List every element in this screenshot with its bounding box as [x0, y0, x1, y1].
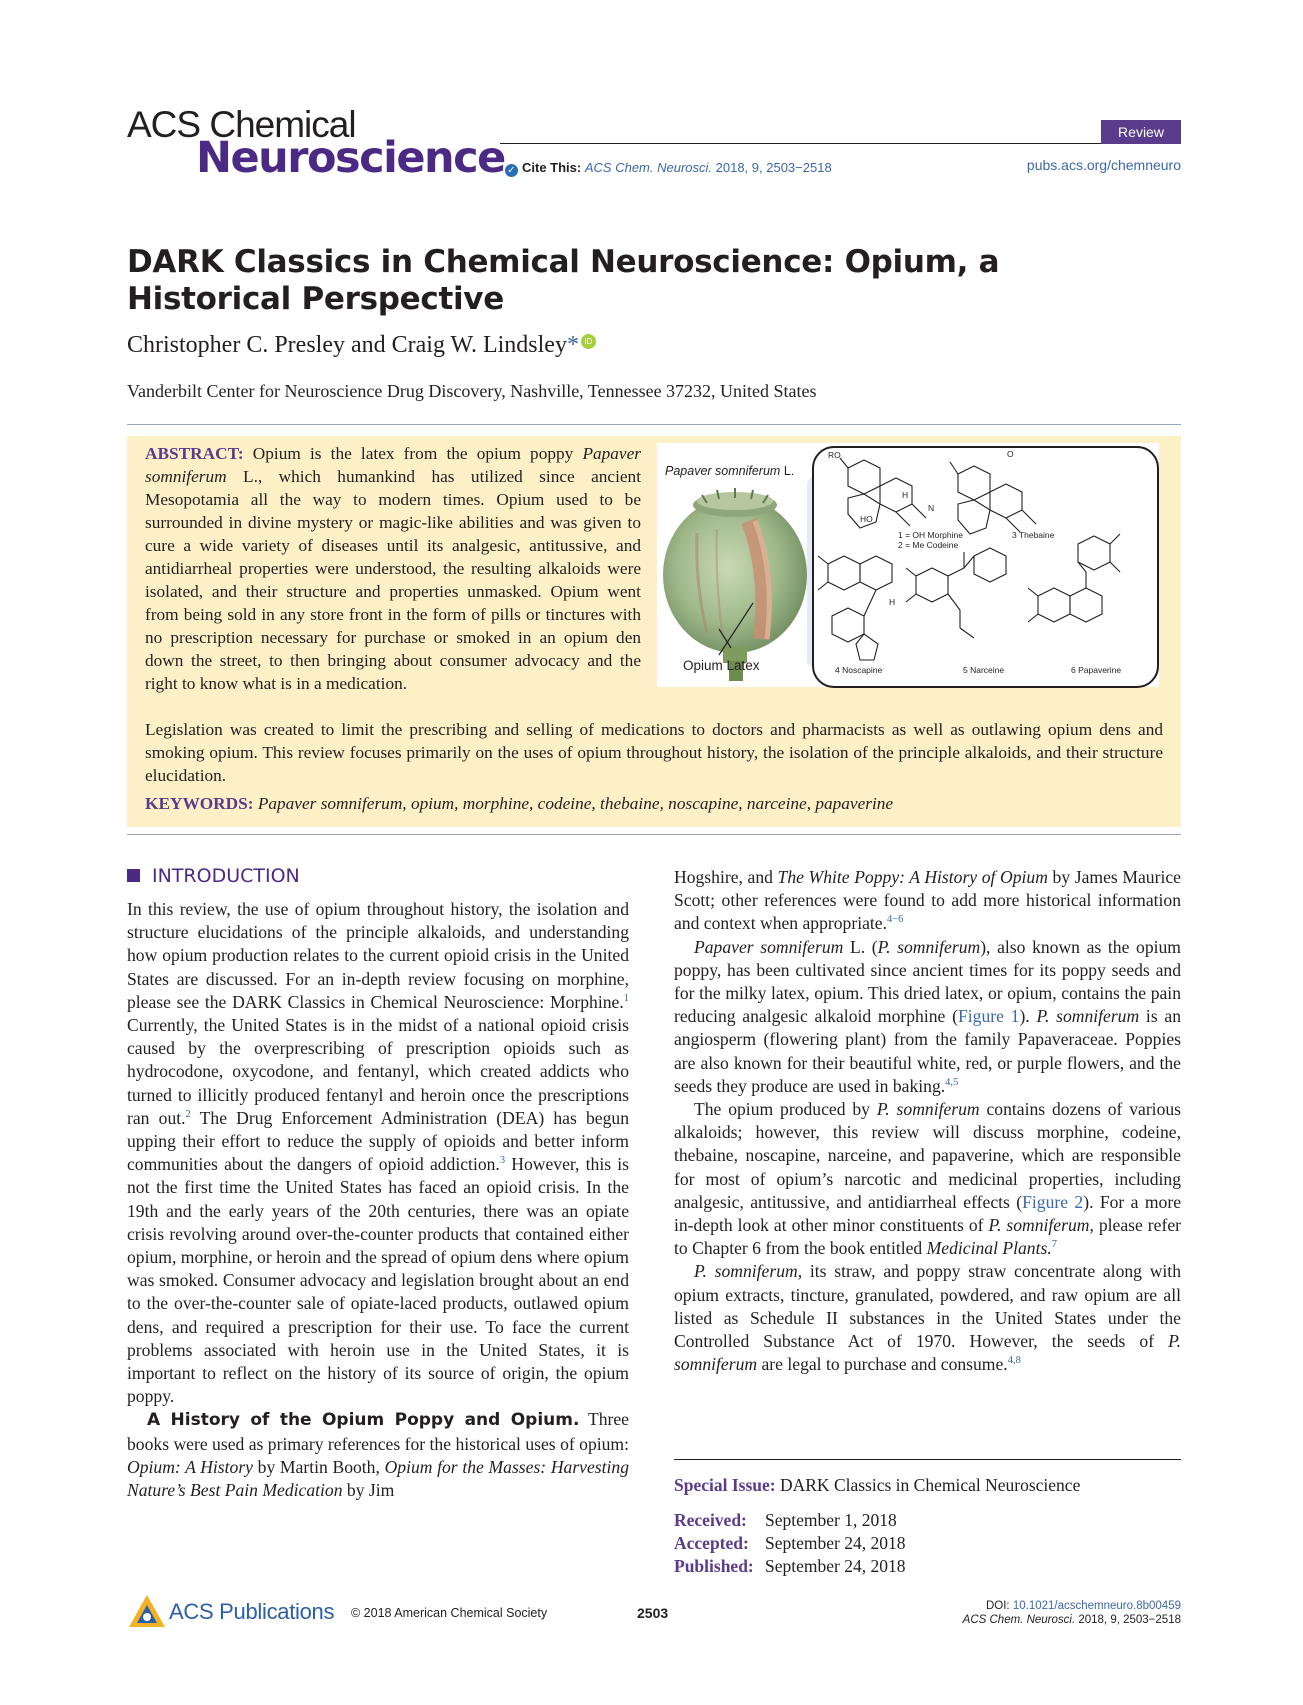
citation-ref[interactable]: 7 — [1051, 1239, 1057, 1251]
compound-1-2-label: 1 = OH Morphine 2 = Me Codeine — [898, 530, 963, 550]
abstract-label: ABSTRACT: — [145, 444, 244, 463]
citation-ref[interactable]: 4,5 — [945, 1076, 959, 1088]
author-names: Christopher C. Presley and Craig W. Lindsley — [127, 332, 567, 358]
latex-label: Opium Latex — [683, 658, 760, 673]
affiliation: Vanderbilt Center for Neuroscience Drug Discovery, Nashville, Tennessee 37232, United States — [127, 381, 817, 401]
copyright: © 2018 American Chemical Society — [351, 1606, 548, 1620]
journal-name-line2: Neuroscience — [196, 133, 505, 183]
body-paragraph: The opium produced by P. somniferum contains dozens of various alkaloids; however, this review will discuss morphine, codeine, thebaine, noscapine, narceine, and papaverine, which are responsible for most of opium’s narcotic and medicinal properties, including analgesic, antitussive, and antidiarrheal effects (Figure 2). For a more in-depth look at other minor constituents of P. somniferum, please refer to Chapter 6 from the book entitled Medicinal Plants.$^7$ — [674, 1099, 1182, 1259]
cite-label: Cite This: — [522, 160, 582, 175]
citation-ref[interactable]: 2 — [185, 1108, 191, 1120]
intro-paragraph-2: A History of the Opium Poppy and Opium. Three books were used as primary references for the historical uses of opium: Opium: A History by Martin Booth, Opium for the Masses: Harvesting Nature’s Best Pain Medication by Jim — [127, 1409, 630, 1501]
accepted-date: Accepted: September 24, 2018 — [674, 1533, 906, 1553]
corresponding-star[interactable]: * — [566, 332, 579, 358]
compound-5-label: 5 Narceine — [963, 665, 1005, 675]
abstract-continued: Legislation was created to limit the prescribing and selling of medications to doctors and pharmacists as well as outlawing opium dens and smoking opium. This review focuses primarily on the uses of opium throughout history, the isolation of the principle alkaloids, and their structure elucidation. — [145, 720, 1163, 785]
citation-ref[interactable]: 3 — [499, 1155, 506, 1167]
journal-name-line1: ACS Chemical — [127, 104, 356, 145]
page-number: 2503 — [637, 1605, 669, 1621]
divider — [127, 834, 1181, 835]
cite-details[interactable]: 2018, 9, 2503−2518 — [715, 160, 832, 175]
atom-label-ho: HO — [860, 514, 873, 524]
atom-label-ro: RO — [828, 450, 841, 460]
subsection-heading: A History of the Opium Poppy and Opium. — [147, 1410, 580, 1431]
divider — [127, 424, 1181, 425]
citation-ref[interactable]: 1 — [623, 992, 629, 1004]
published-date: Published: September 24, 2018 — [674, 1556, 906, 1576]
header-rule — [500, 143, 1181, 144]
cite-this[interactable] — [505, 160, 832, 177]
right-column — [674, 866, 1181, 1376]
atom-label-h: H — [902, 490, 909, 500]
body-paragraph: Hogshire, and The White Poppy: A History of Opium by James Maurice Scott; other references were found to add more historical information and context when appropriate.$^{4-6}$ — [674, 867, 1181, 934]
compound-4-label: 4 Noscapine — [835, 665, 883, 675]
cite-journal[interactable]: ACS Chem. Neurosci. — [584, 160, 713, 175]
received-date: Received: September 1, 2018 — [674, 1510, 897, 1530]
plant-label: Papaver somniferum L. — [665, 464, 795, 478]
special-issue: Special Issue: DARK Classics in Chemical Neuroscience — [674, 1475, 1081, 1495]
abstract-part1: Opium is the latex from the opium poppy — [252, 444, 574, 463]
publisher-name[interactable]: ACS Publications — [169, 1599, 335, 1624]
compound-3-label: 3 Thebaine — [1012, 530, 1055, 540]
doi-link[interactable]: 10.1021/acschemneuro.8b00459 — [1012, 1600, 1181, 1612]
doi-block: DOI: 10.1021/acschemneuro.8b00459 ACS Chem. Neurosci. 2018, 9, 2503−2518 — [962, 1600, 1181, 1626]
atom-label-n: N — [928, 503, 935, 513]
alkaloid-structures — [814, 448, 1154, 682]
poppy-capsule-image — [657, 443, 817, 687]
citation-ref[interactable]: 4,8 — [1007, 1355, 1021, 1367]
keywords-list: Papaver somniferum, opium, morphine, codeine, thebaine, noscapine, narceine, papaverine — [257, 794, 894, 813]
citation-ref[interactable]: 4−6 — [887, 914, 904, 926]
atom-label-h2: H — [889, 597, 896, 607]
check-icon: ✓ — [505, 164, 518, 177]
abstract-text — [145, 442, 641, 695]
body-paragraph: P. somniferum, its straw, and poppy straw concentrate along with opium extracts, tincture, granulated, powdered, and raw opium are all listed as Schedule II substances in the United States under the Controlled Substance Act of 1970. However, the seeds of P. somniferum are legal to purchase and consume.$^{4,8}$ — [674, 1261, 1181, 1375]
atom-label-o: O — [1007, 449, 1014, 459]
keywords-label: KEYWORDS: — [145, 794, 254, 813]
abstract-part2: L., which humankind has utilized since ancient Mesopotamia all the way to modern times. Opium used to be surrounded in divine mystery or magic-like abilities and was given to cure a wide variety of diseases until its analgesic, antitussive, and antidiarrheal properties were understood, the resulting alkaloids were isolated, and their structure and properties unmasked. Opium went from being sold in any store front in the form of pills or tinctures with no prescription necessary for purchase or smoked in an opium den down the street, to then bringing about consumer advocacy and the right to know what is in a medication. — [145, 467, 641, 693]
authors — [127, 332, 596, 359]
abstract-species: Papaver somniferum — [145, 444, 641, 486]
article-title: DARK Classics in Chemical Neuroscience: Opium, a Historical Perspective — [127, 244, 1000, 317]
keywords — [145, 792, 1163, 815]
divider — [674, 1459, 1181, 1460]
orcid-icon[interactable]: iD — [581, 334, 596, 349]
figure-link[interactable]: Figure 2 — [1022, 1191, 1084, 1212]
section-heading: INTRODUCTION — [127, 865, 300, 887]
article-type-badge: Review — [1101, 120, 1181, 144]
intro-paragraph-1: In this review, the use of opium throughout history, the isolation and structure elucidations of the principle alkaloids, and understanding how opium production relates to the current opioid crisis in the United States are discussed. For an in-depth review focusing on morphine, please see the DARK Classics in Chemical Neuroscience: Morphine.$^1$ Currently, the United States is in the midst of a national opioid crisis caused by the overprescribing of prescription opioids such as hydrocodone, oxycodone, and fentanyl, which created addicts who turned to illicitly produced fentanyl and heroin once the prescriptions ran out.$^2$ The Drug Enforcement Administration (DEA) has begun upping their effort to reduce the supply of opioids and better inform communities about the dangers of opioid addiction.$^3$ However, this is not the first time the United States has faced an opioid crisis. In the 19th and the early years of the 20th centuries, there was an opiate crisis revolving around over-the-counter products that contained either opium, morphine, or heroin and the spread of opium dens where opium was smoked. Consumer advocacy and legislation brought about an end to the over-the-counter sale of opiate-laced products, outlawed opium dens, and required a prescription for their use. To face the current problems associated with heroin use in the United States, it is important to reflect on the history of its source of origin, the opium poppy. — [127, 899, 629, 1407]
left-column — [127, 898, 629, 1502]
acs-logo-icon[interactable] — [127, 1593, 167, 1631]
body-paragraph: Papaver somniferum L. (P. somniferum), also known as the opium poppy, has been cultivated since ancient times for its poppy seeds and for the milky latex, opium. This dried latex, or opium, contains the pain reducing analgesic alkaloid morphine (Figure 1). P. somniferum is an angiosperm (flowering plant) from the family Papaveraceae. Poppies are also known for their beautiful white, red, or purple flowers, and the seeds they produce are used in baking.$^{4,5}$ — [674, 936, 1182, 1096]
section-square-icon — [127, 869, 140, 882]
compound-6-label: 6 Papaverine — [1071, 665, 1122, 675]
journal-url[interactable]: pubs.acs.org/chemneuro — [1026, 157, 1181, 173]
figure-link[interactable]: Figure 1 — [957, 1006, 1020, 1027]
